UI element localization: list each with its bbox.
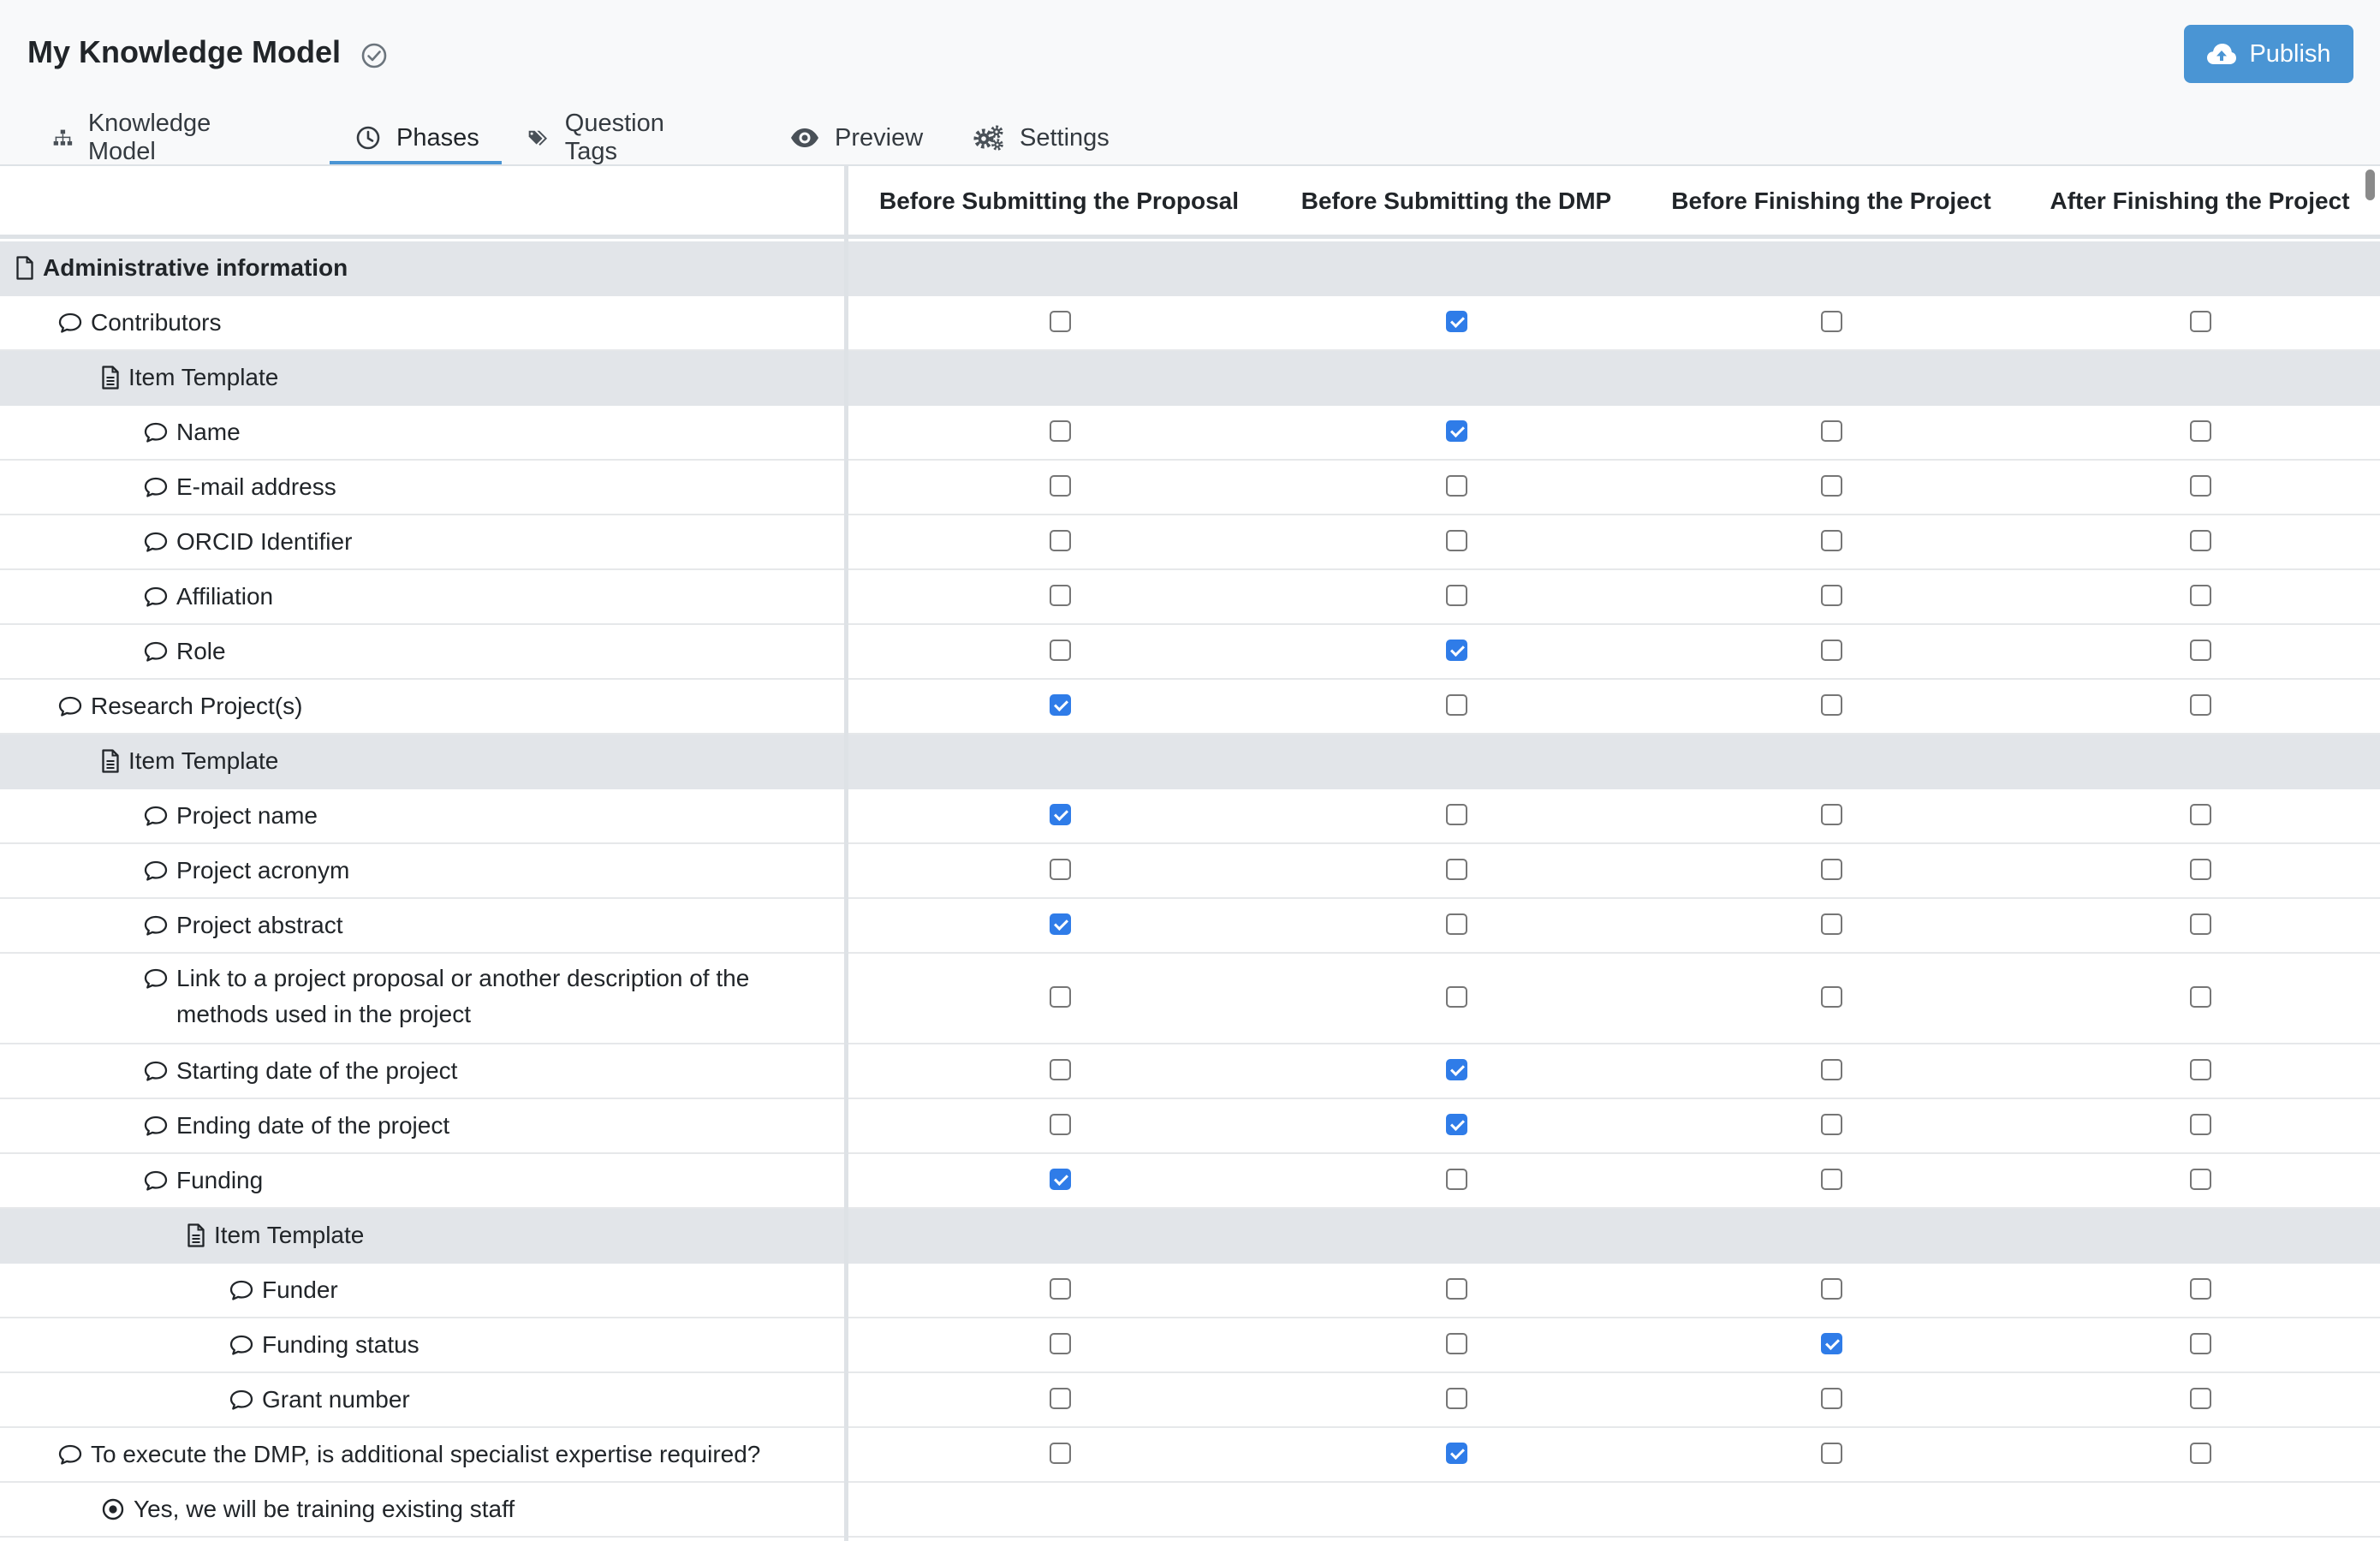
row-label — [101, 735, 830, 788]
dot-circle-icon — [101, 1497, 125, 1521]
phase-checkbox[interactable] — [1050, 530, 1071, 551]
row-label-text: Yes, we will be training existing staff — [134, 1496, 515, 1522]
phase-checkbox[interactable] — [1821, 420, 1842, 442]
question-row — [0, 461, 2380, 515]
row-label-text: Funding — [176, 1167, 264, 1193]
phase-checkbox[interactable] — [1821, 1169, 1842, 1190]
phase-checkbox[interactable] — [1821, 311, 1842, 332]
comment-icon — [58, 695, 82, 717]
publish-label: Publish — [2249, 39, 2331, 68]
phase-checkbox[interactable] — [1446, 804, 1467, 825]
phase-checkbox[interactable] — [1446, 1443, 1467, 1464]
file-icon — [187, 1223, 205, 1247]
phase-checkbox[interactable] — [1050, 1169, 1071, 1190]
question-row — [0, 1264, 2380, 1318]
row-label-text: Starting date of the project — [176, 1057, 458, 1084]
row-label-text: Item Template — [128, 747, 279, 774]
comment-icon — [144, 586, 168, 608]
phase-checkbox[interactable] — [1446, 1169, 1467, 1190]
editor-header — [0, 0, 2380, 166]
row-label — [144, 461, 830, 514]
row-label-text: Administrative information — [43, 254, 348, 281]
phase-checkbox[interactable] — [1821, 859, 1842, 880]
phase-checkbox[interactable] — [1821, 986, 1842, 1008]
phases-table — [0, 166, 2380, 1541]
comment-icon — [144, 967, 168, 990]
phase-checkbox[interactable] — [2190, 804, 2211, 825]
row-label-text: Funder — [262, 1276, 338, 1303]
row-label-text: Name — [176, 419, 241, 445]
question-row — [0, 296, 2380, 351]
comment-icon — [144, 914, 168, 937]
tab-question-tags[interactable] — [528, 110, 674, 166]
row-label-text: Project abstract — [176, 912, 343, 938]
active-tab-indicator — [330, 161, 502, 164]
question-row — [0, 570, 2380, 625]
row-label — [229, 1264, 830, 1317]
column-header: Before Finishing the Project — [1671, 187, 1991, 214]
question-row — [0, 625, 2380, 680]
question-row — [0, 1099, 2380, 1154]
phase-checkbox[interactable] — [1446, 694, 1467, 716]
question-row — [0, 406, 2380, 461]
phase-checkbox[interactable] — [1821, 694, 1842, 716]
row-label — [58, 1428, 830, 1481]
row-label-text: Item Template — [214, 1222, 365, 1248]
phase-checkbox[interactable] — [2190, 530, 2211, 551]
row-label-text: Project name — [176, 802, 318, 829]
comment-icon — [144, 476, 168, 498]
phase-checkbox[interactable] — [2190, 640, 2211, 661]
phase-checkbox[interactable] — [1821, 640, 1842, 661]
row-label — [144, 844, 830, 897]
phase-checkbox[interactable] — [1050, 585, 1071, 606]
phase-checkbox[interactable] — [1446, 913, 1467, 935]
tab-preview[interactable] — [790, 110, 923, 166]
row-label-text: Contributors — [91, 309, 222, 336]
phase-checkbox[interactable] — [2190, 1059, 2211, 1080]
phase-checkbox[interactable] — [1050, 311, 1071, 332]
row-label — [58, 296, 830, 349]
column-header: After Finishing the Project — [2050, 187, 2350, 214]
cloud-upload-icon — [2206, 41, 2237, 67]
phase-checkbox[interactable] — [1050, 1333, 1071, 1354]
phase-checkbox[interactable] — [1446, 1059, 1467, 1080]
comment-icon — [144, 1169, 168, 1192]
phase-checkbox[interactable] — [2190, 694, 2211, 716]
phase-checkbox[interactable] — [1050, 859, 1071, 880]
question-row — [0, 899, 2380, 954]
row-label-text: Role — [176, 638, 226, 664]
phase-checkbox[interactable] — [1446, 1388, 1467, 1409]
phase-checkbox[interactable] — [2190, 1333, 2211, 1354]
phase-checkbox[interactable] — [2190, 1388, 2211, 1409]
phase-checkbox[interactable] — [1446, 475, 1467, 497]
phase-checkbox[interactable] — [2190, 1443, 2211, 1464]
header-divider — [0, 235, 2380, 239]
phase-checkbox[interactable] — [1821, 530, 1842, 551]
phase-checkbox[interactable] — [1446, 859, 1467, 880]
phase-checkbox[interactable] — [1821, 1059, 1842, 1080]
phase-checkbox[interactable] — [2190, 311, 2211, 332]
question-row — [0, 515, 2380, 570]
phase-checkbox[interactable] — [1821, 1333, 1842, 1354]
question-row — [0, 1154, 2380, 1209]
comment-icon — [229, 1334, 253, 1356]
comment-icon — [144, 640, 168, 663]
column-header: Before Submitting the DMP — [1300, 187, 1612, 214]
clock-icon — [355, 125, 381, 151]
phase-checkbox[interactable] — [1050, 1059, 1071, 1080]
question-row — [0, 954, 2380, 1044]
comment-icon — [229, 1389, 253, 1411]
row-label — [144, 1044, 830, 1098]
phase-checkbox[interactable] — [2190, 986, 2211, 1008]
row-label — [58, 680, 830, 733]
row-label — [144, 1154, 830, 1207]
chapter-row — [0, 241, 2380, 296]
phase-checkbox[interactable] — [1050, 1388, 1071, 1409]
phase-checkbox[interactable] — [2190, 859, 2211, 880]
tab-phases[interactable] — [355, 110, 479, 166]
row-label-text: E-mail address — [176, 473, 336, 500]
comment-icon — [144, 1060, 168, 1082]
comment-icon — [144, 531, 168, 553]
phase-checkbox[interactable] — [1446, 1278, 1467, 1300]
phase-checkbox[interactable] — [2190, 1169, 2211, 1190]
tab-preview-label: Preview — [835, 123, 924, 152]
column-header: Before Submitting the Proposal — [878, 187, 1240, 214]
phase-checkbox[interactable] — [1050, 986, 1071, 1008]
phase-checkbox[interactable] — [1050, 640, 1071, 661]
question-row — [0, 680, 2380, 735]
comment-icon — [58, 312, 82, 334]
item-template-row — [0, 735, 2380, 789]
row-label — [101, 351, 830, 404]
row-label-text: Affiliation — [176, 583, 274, 610]
sitemap-icon — [53, 125, 73, 151]
phase-checkbox[interactable] — [1446, 1333, 1467, 1354]
phase-checkbox[interactable] — [1821, 804, 1842, 825]
row-label — [144, 789, 830, 842]
vertical-scrollbar[interactable] — [2365, 170, 2375, 200]
publish-button[interactable] — [2184, 25, 2353, 83]
phase-checkbox[interactable] — [1821, 1278, 1842, 1300]
row-label-text: Item Template — [128, 364, 279, 390]
phase-checkbox[interactable] — [2190, 913, 2211, 935]
comment-icon — [144, 421, 168, 443]
file-icon — [101, 749, 120, 773]
tags-icon — [528, 125, 550, 151]
phase-checkbox[interactable] — [1050, 804, 1071, 825]
row-label — [144, 406, 830, 459]
tab-phases-label: Phases — [396, 123, 479, 152]
row-label-text: Link to a project proposal or another description of the methods used in the project — [176, 965, 750, 1027]
phase-checkbox[interactable] — [1446, 530, 1467, 551]
row-label — [187, 1209, 830, 1262]
comment-icon — [144, 805, 168, 827]
phase-checkbox[interactable] — [1446, 585, 1467, 606]
file-icon — [15, 256, 34, 280]
eye-icon — [790, 125, 819, 151]
phase-checkbox[interactable] — [1446, 311, 1467, 332]
tab-settings-label: Settings — [1020, 123, 1110, 152]
question-row — [0, 844, 2380, 899]
phase-checkbox[interactable] — [1050, 1278, 1071, 1300]
item-template-row — [0, 351, 2380, 406]
row-label — [144, 570, 830, 623]
row-label — [144, 899, 830, 952]
row-label-text: Funding status — [262, 1331, 419, 1358]
row-label — [144, 625, 830, 678]
row-label — [101, 1483, 830, 1536]
phase-checkbox[interactable] — [1050, 420, 1071, 442]
item-template-row — [0, 1209, 2380, 1264]
page-title: My Knowledge Model — [27, 34, 342, 69]
tab-question-tags-label: Question Tags — [564, 110, 664, 165]
row-label — [144, 1099, 830, 1152]
row-label-text: Grant number — [262, 1386, 410, 1413]
phase-checkbox[interactable] — [1446, 640, 1467, 661]
phase-checkbox[interactable] — [1050, 1114, 1071, 1135]
file-icon — [101, 366, 120, 390]
question-row — [0, 1373, 2380, 1428]
question-row — [0, 1318, 2380, 1373]
phase-checkbox[interactable] — [1446, 420, 1467, 442]
tab-knowledge-model[interactable] — [53, 110, 221, 166]
answer-row — [0, 1483, 2380, 1538]
phase-checkbox[interactable] — [1821, 585, 1842, 606]
phase-checkbox[interactable] — [1050, 694, 1071, 716]
row-label — [229, 1373, 830, 1426]
phase-checkbox[interactable] — [1446, 986, 1467, 1008]
phase-checkbox[interactable] — [2190, 420, 2211, 442]
question-row — [0, 1044, 2380, 1099]
cogs-icon — [973, 125, 1004, 151]
row-label-text: Research Project(s) — [91, 693, 303, 719]
comment-icon — [144, 1115, 168, 1137]
question-row — [0, 789, 2380, 844]
row-label — [15, 241, 830, 295]
phase-checkbox[interactable] — [1050, 913, 1071, 935]
row-label — [144, 515, 830, 568]
comment-icon — [58, 1443, 82, 1466]
phase-checkbox[interactable] — [2190, 475, 2211, 497]
phase-checkbox[interactable] — [1821, 1114, 1842, 1135]
column-divider — [844, 166, 848, 1541]
tab-knowledge-model-label: Knowledge Model — [87, 110, 211, 165]
check-circle-icon — [358, 39, 390, 72]
comment-icon — [144, 860, 168, 882]
comment-icon — [229, 1279, 253, 1301]
question-row — [0, 1428, 2380, 1483]
phase-checkbox[interactable] — [2190, 1278, 2211, 1300]
phase-checkbox[interactable] — [1050, 475, 1071, 497]
phase-checkbox[interactable] — [2190, 585, 2211, 606]
phase-checkbox[interactable] — [1821, 1443, 1842, 1464]
phase-checkbox[interactable] — [1821, 1388, 1842, 1409]
row-label-text: Ending date of the project — [176, 1112, 450, 1139]
row-label-text: ORCID Identifier — [176, 528, 353, 555]
row-label-text: To execute the DMP, is additional specialist expertise required? — [91, 1441, 761, 1467]
row-label — [229, 1318, 830, 1371]
phase-checkbox[interactable] — [1050, 1443, 1071, 1464]
phase-checkbox[interactable] — [1821, 913, 1842, 935]
row-label-text: Project acronym — [176, 857, 350, 884]
phase-checkbox[interactable] — [1821, 475, 1842, 497]
phase-checkbox[interactable] — [1446, 1114, 1467, 1135]
tab-settings[interactable] — [973, 110, 1110, 166]
row-label — [144, 954, 830, 1043]
phase-checkbox[interactable] — [2190, 1114, 2211, 1135]
